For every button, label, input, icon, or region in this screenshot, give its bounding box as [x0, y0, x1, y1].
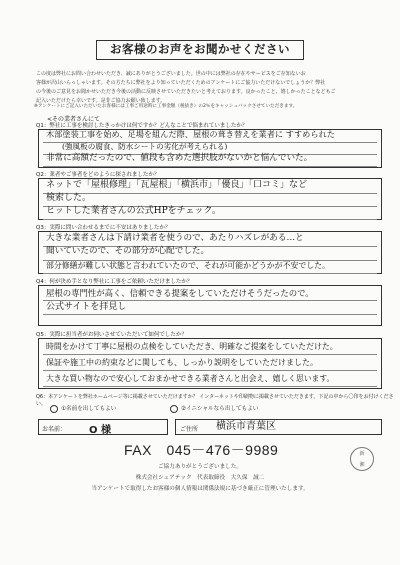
q2-label: Q2：業者やご事者をどのように探されましたか？: [36, 172, 160, 178]
ruled-line: [43, 166, 377, 167]
intro-text: [36, 70, 376, 106]
ruled-line: [43, 314, 377, 315]
q6-option-initial[interactable]: [170, 404, 258, 413]
intro-line: 記入いただけたら幸いです。是非ご協力お願い致します。: [36, 98, 166, 104]
address-value: 横浜市青葉区: [216, 421, 276, 432]
q3-answer-line: 聞いていたので、その部分が心配でした。: [46, 246, 210, 256]
q5-answer-line: 時間をかけて丁寧に屋根の点検をしていただき、明確なご提案をしていただけた。: [46, 342, 338, 351]
thanks-text: ご協力ありがとうございました。: [158, 464, 242, 470]
q3-label: Q3：実際に問い合わせるまでに不安はありましたか？: [36, 225, 171, 231]
q6-label: Q6：本アンケートを弊社ホームページ等に掲載させていただけますか？ インターネットや印刷物に掲載させていただきます。下記の中から〇印をお付けください。: [36, 394, 394, 407]
q1-answer-line: 非常に高額だったので、値段も含めた選択肢がないかと悩んでいた。: [46, 153, 313, 163]
stamp-text: 湘: [359, 462, 365, 468]
q3-answer-line: 大きな業者さんは下請け業者を使うので、あたりハズレがある…と: [46, 233, 304, 243]
name-label: お名前：: [42, 426, 67, 433]
ruled-line: [43, 193, 377, 194]
q5-label: Q5：実際に担当者がお伺いさせていただいて如何でしたか？: [36, 332, 187, 338]
q2-answer-line: 検索した。: [46, 193, 92, 203]
q1-answer-line: (強風板の腐食、防水シートの劣化が考えられる): [62, 142, 228, 151]
privacy-text: 当アンケートで取得したお客様の個人情報は関係法規に基づき厳正に管理いたします。: [91, 486, 309, 492]
handwritten-note: <その業者さんにて: [47, 116, 101, 123]
q1-label: Q1：弊社に工事を検討したきっかけは何ですか？どんなことで悩まれていましたか？: [36, 123, 248, 129]
stamp-text: 新: [359, 451, 365, 457]
fax-number: FAX 045－476－9989: [124, 442, 279, 458]
name-field[interactable]: [38, 419, 168, 435]
ruled-line: [43, 354, 377, 355]
q1-answer-line: 木部塗装工事を始め、足場を組んだ際、屋根の葺き替えを業者に すすめられた: [46, 129, 335, 139]
q2-answer-line: ヒットした業者さんの公式HPをチェック。: [46, 206, 222, 216]
q5-answer-line: 大きな買い物なので安心しておまかせできる業者さんと出会え、嬉しく思います。: [46, 374, 335, 383]
ruled-line: [43, 219, 377, 220]
q5-answer-line: 保証や施工中の約束などに関しても、しっかり説明をしていただけました。: [46, 358, 318, 367]
ruled-line: [43, 370, 377, 371]
intro-line: の今後のご意見をお聞かせいただき今後の活動に反映させていただきたいと考えております。良かったこと、嬉しかったことなどもご: [36, 89, 336, 95]
ruled-line: [43, 386, 377, 387]
name-value: O 様: [89, 425, 111, 436]
radio-circle-icon[interactable]: [170, 405, 178, 413]
address-label: ご住所: [180, 426, 199, 433]
cashback-note: ※アンケートにご記入いただいたお客様には工事ご用途時に工事金額（税抜き）の2％をキャッシュバックさせていただきます。: [34, 104, 298, 109]
ruled-line: [43, 300, 377, 301]
intro-line: この度は弊社にお問い合わせいただき、誠にありがとうございました。世の中には弊社の存在やサービスをご存知ないお: [36, 71, 306, 77]
intro-line: 客様が沢山いらっしゃいます。その方たちに弊社をより知っていただくためのアンケートにご協力いただけないでしょうか？弊社: [36, 80, 326, 86]
q6-option-name[interactable]: [50, 404, 116, 413]
q4-answer-line: 屋根の専門性が高く、信頼できる提案をしていただけそうだったので。: [46, 288, 314, 298]
q3-answer-line: 部分修繕が難しい状態と言われていたので、それが可能かどうかが不安でした。: [46, 261, 330, 270]
q6-option-label: ①名前を出してもよい: [61, 406, 117, 412]
q4-label: Q4：何が決め手となり弊社に工事をご依頼いただけましたか？: [36, 279, 193, 285]
address-field[interactable]: [175, 419, 382, 435]
page-title: お客様のお声をお聞かせください: [96, 40, 304, 60]
q6-option-label: ②イニシャルなら出してもよい: [181, 406, 259, 412]
q4-answer-line: 公式サイトを拝見し: [46, 302, 127, 312]
q2-answer-line: ネットで「屋根修理」「瓦屋根」「横浜市」「優良」「口コミ」など: [46, 180, 308, 190]
radio-circle-icon[interactable]: [50, 405, 58, 413]
company-text: 株式会社シェアテック 代表取締役 大久保 誠二: [135, 475, 265, 481]
ruled-line: [43, 273, 377, 274]
